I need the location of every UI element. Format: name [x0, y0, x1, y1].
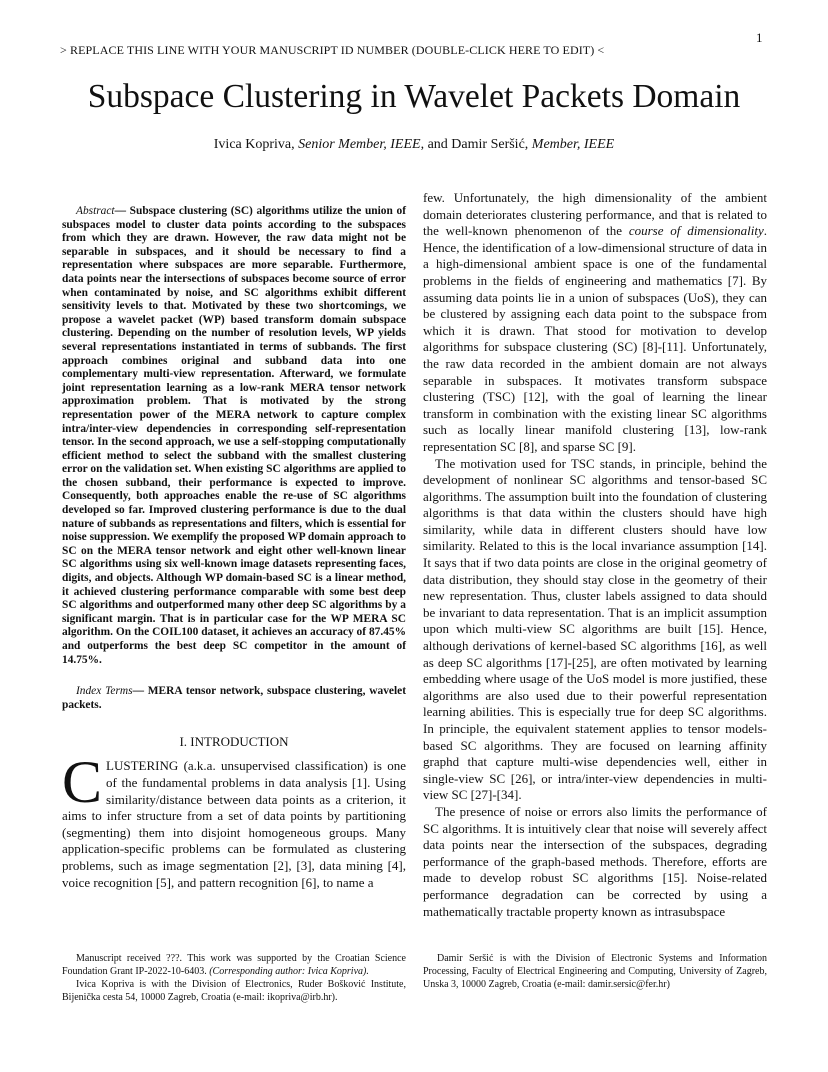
intro-paragraph-1-text: LUSTERING (a.k.a. unsupervised classification) is one of the fundamental problems in data analysis [1]. Using similarity/distance between data points as a criterion, it aims to infer structure from a set of data points by partitioning (segmenting) them into disjoint homogeneous groups. Many application-specific problems can be formulated as clustering problems, such as image segmentation [2], [3], data mining [4], voice recognition [5], and pattern recognition [6], to name a [62, 758, 406, 890]
footnote-author-1: Ivica Kopriva is with the Division of Electronics, Ruder Bošković Institute, Bijenička cesta 54, 10000 Zagreb, Croatia (e-mail: ikopriva@irb.hr). [62, 979, 406, 1003]
paper-title: Subspace Clustering in Wavelet Packets Domain [87, 78, 741, 115]
intro-paragraph-1-cont-a: few. Unfortunately, the high dimensionality of the ambient domain deteriorates clustering performance, and that is related to the well-known phenomenon of the [423, 190, 767, 239]
footnote-left [62, 952, 406, 1004]
index-terms-label: Index Terms [76, 685, 133, 698]
page-number: 1 [756, 30, 763, 45]
author-2-role: Member, IEEE [531, 137, 615, 152]
intro-paragraph-1-cont-b: . Hence, the identification of a low-dimensional structure of data in a high-dimensional ambient space is one of the fundamental problems in the fields of engineering and mathematics [7]. By assuming data points lie in a union of subspaces (UoS), they can be clustered by assigning each data point to the subspace from which it is drawn. That stood for motivation to develop algorithms for subspace clustering (SC) [8]-[11]. Unfortunately, the raw data recorded in the ambient domain are not always separable in subspaces. It motivates transform subspace clustering (TSC) [12], with the goal of learning the linear transform in combination with the existing linear SC algorithms such as locally linear manifold clustering [13], low-rank representation SC [8], and sparse SC [9]. [423, 223, 767, 454]
author-1-name: Ivica Kopriva, [213, 137, 299, 152]
abstract-text: — Subspace clustering (SC) algorithms utilize the union of subspaces model to cluster data points according to the subspaces from which they are drawn. However, the raw data might not be separable in subspaces, and it should be necessary to find a representation where subspaces are more separable. Furthermore, data points near the intersections of subspaces become source of error when contaminated by noise, and SC algorithms exhibit different sensitivity levels to that. Motivated by these two shortcomings, we propose a wavelet packet (WP) based transform domain subspace clustering. Depending on the number of resolution levels, WP yields several representations instantiated in terms of subbands. The first approach combines original and subband data into one complementary multi-view representation. Afterward, we formulate joint representation learning as a low-rank MERA tensor network approximation problem. That is motivated by the strong representation power of the MERA network to capture complex intra/inter-view dependencies in corresponding self-representation tensor. In the second approach, we use a self-stopping computationally efficient method to select the subband with the smallest clustering error on the validation set. When existing SC algorithms are applied to the chosen subband, their performance is expected to improve. Consequently, both approaches enable the re-use of SC algorithms developed so far. Improved clustering performance is due to the dual nature of subbands as representations and filters, which is essential for noise suppression. We exemplify the proposed WP domain approach to SC on the MERA tensor network and eight other well-known linear SC algorithms using six well-known image datasets representing faces, digits, and objects. Although WP domain-based SC is a linear method, it achieved clustering performance comparable with some best deep SC algorithms and outperformed many other deep SC algorithms by a significant margin. That is in particular case for the WP MERA SC algorithm. On the COIL100 dataset, it achieves an accuracy of 87.45% and outperforms the best deep SC competitor in the amount of 14.75%. [62, 205, 406, 666]
intro-paragraph-1 [62, 749, 406, 891]
abstract [62, 205, 406, 667]
intro-paragraph-3: The presence of noise or errors also limits the performance of SC algorithms. It is intuitively clear that noise will severely affect data points near the intersection of the subspaces, degrading performance of the graph-based methods. Therefore, efforts are made to develop robust SC algorithms [15]. Noise-related performance degradation can be corrected by using a mathematically tractable property known as intrasubspace [423, 803, 767, 919]
intro-paragraph-1-continued [423, 190, 767, 456]
index-terms [62, 685, 406, 712]
footnote-manuscript-text: Manuscript received ???. This work was supported by the Croatian Science Foundation Grant IP-2022-10-6403. [62, 953, 406, 977]
footnote-author-2: Damir Seršić is with the Division of Electronic Systems and Information Processing, Faculty of Electrical Engineering and Computing, University of Zagreb, Unska 3, 10000 Zagreb, Croatia (e-mail: damir.sersic@fer.hr) [423, 953, 767, 990]
section-heading-introduction: I. INTRODUCTION [179, 734, 289, 750]
right-column [423, 190, 767, 920]
abstract-label: Abstract [76, 205, 115, 217]
footnote-corresponding-author: (Corresponding author: Ivica Kopriva). [209, 966, 369, 977]
author-line [0, 137, 828, 153]
intro-paragraph-2: The motivation used for TSC stands, in principle, behind the development of nonlinear SC algorithms and tensor-based SC algorithms. The assumption built into the foundation of clustering algorithms is that data within the clusters should have high similarity, while data in different clusters should have low similarity. Related to this is the local invariance assumption [14]. It says that if two data points are close in the original geometry of data distribution, they should stay close in the geometry of their new representation. Thus, cluster labels assigned to data should be invariant to data representation. That is an implicit assumption upon which multi-view SC algorithms are built [15]. Hence, although derivations of kernel-based SC algorithms [16], as well as deep SC algorithms [17]-[25], are often motivated by learning embedding where usage of the UoS model is more justified, these algorithms are also used due to their powerful representation learning abilities. This is especially true for deep SC algorithms. In principle, the equivalent statement applies to tensor models-based SC algorithms. They are focused on learning affinity graphd that capture multi-wise dependencies well, either in single-view SC [26], or intra/inter-view dependencies in multi-view SC [27]-[34]. [423, 455, 767, 803]
intro-paragraph-1-emphasis: course of dimensionality [628, 223, 764, 239]
drop-cap: C [62, 749, 103, 816]
footnote-right [423, 952, 767, 991]
left-column [62, 205, 406, 891]
index-terms-text: — MERA tensor network, subspace clustering, wavelet packets. [62, 685, 406, 711]
author-1-role: Senior Member, IEEE [298, 137, 421, 152]
author-join: , and Damir Seršić, [420, 137, 532, 152]
running-header: > REPLACE THIS LINE WITH YOUR MANUSCRIPT ID NUMBER (DOUBLE-CLICK HERE TO EDIT) < [60, 43, 605, 57]
footnote-manuscript [62, 952, 406, 978]
